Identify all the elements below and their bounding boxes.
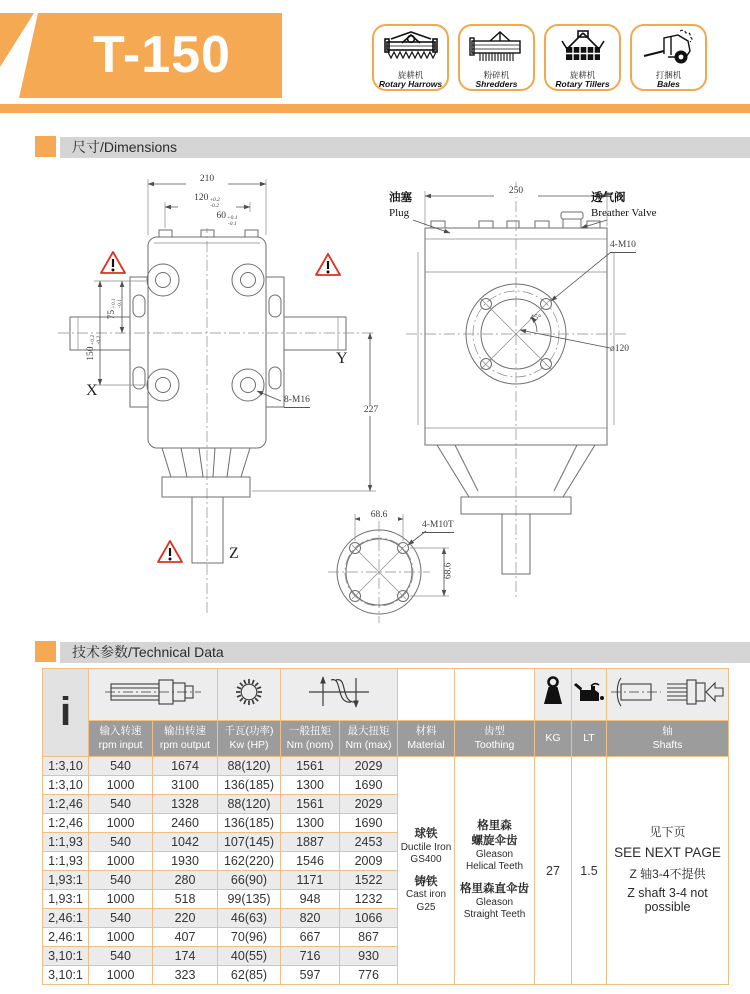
power-cell: 88(120): [218, 795, 281, 814]
col-material: 材料 Material: [398, 721, 455, 757]
torque-max-cell: 1066: [340, 909, 398, 928]
col-rpm-output: 输出转速 rpm output: [153, 721, 218, 757]
torque-nom-cell: 1300: [281, 776, 340, 795]
app-label-zh: 打捆机: [655, 70, 682, 80]
axis-label-x: X: [86, 382, 98, 399]
power-cell: 62(85): [218, 966, 281, 985]
col-torque-max: 最大扭矩 Nm (max): [340, 721, 398, 757]
warning-icon: [158, 541, 182, 562]
bales-icon: [640, 29, 698, 70]
section-square-technical: [35, 641, 56, 662]
rpm-output-cell: 407: [153, 928, 218, 947]
rpm-input-cell: 540: [89, 909, 153, 928]
col-shafts: 轴 Shafts: [607, 721, 729, 757]
dim-210: 210: [186, 175, 228, 185]
torque-nom-cell: 667: [281, 928, 340, 947]
power-cell: 162(220): [218, 852, 281, 871]
col-torque-nom: 一般扭矩 Nm (nom): [281, 721, 340, 757]
ratio-cell: 1:1,93: [43, 852, 89, 871]
shafts-note-cell: 见下页 SEE NEXT PAGE Z 轴3-4不提供 Z shaft 3-4 not possible: [607, 757, 729, 985]
torque-max-cell: 1522: [340, 871, 398, 890]
rpm-output-cell: 2460: [153, 814, 218, 833]
rpm-output-cell: 323: [153, 966, 218, 985]
ratio-cell: 1:2,46: [43, 795, 89, 814]
power-cell: 136(185): [218, 776, 281, 795]
power-cell: 99(135): [218, 890, 281, 909]
power-cell: 66(90): [218, 871, 281, 890]
warning-icon: [101, 252, 125, 273]
table-row: [43, 757, 729, 776]
input-output-shaft-icon: [89, 669, 218, 721]
torque-nom-cell: 1546: [281, 852, 340, 871]
rpm-input-cell: 540: [89, 871, 153, 890]
torque-nom-cell: 716: [281, 947, 340, 966]
torque-nom-cell: 1300: [281, 814, 340, 833]
rpm-output-cell: 1042: [153, 833, 218, 852]
weight-value-cell: 27: [535, 757, 572, 985]
toothing-cell: 格里森 螺旋伞齿 Gleason Helical Teeth 格里森直伞齿 Gleason Straight Teeth: [455, 757, 535, 985]
power-cell: 107(145): [218, 833, 281, 852]
angle-45-label: 45°: [530, 313, 542, 322]
col-power: 千瓦(功率) Kw (HP): [218, 721, 281, 757]
dim-150: 150 +0.2 -0.2: [86, 334, 102, 361]
rpm-output-cell: 220: [153, 909, 218, 928]
breather-label-en: Breather Valve: [591, 207, 657, 219]
breather-label-zh: 透气阀: [591, 192, 626, 204]
ratio-cell: 2,46:1: [43, 928, 89, 947]
section-title-technical: 技术参数/Technical Data: [60, 642, 750, 663]
app-label-zh: 旋耕机: [569, 70, 596, 80]
weight-icon: [535, 669, 572, 721]
rotary-harrows-icon: [382, 29, 440, 70]
table-subheader-row: [43, 721, 729, 757]
bolt-callout-4M10T: 4-M10T: [422, 521, 454, 533]
torque-nom-cell: 1887: [281, 833, 340, 852]
dim-60: 60 +0.1 -0.1: [200, 212, 254, 228]
torque-max-cell: 776: [340, 966, 398, 985]
torque-nom-cell: 948: [281, 890, 340, 909]
dim-250: 250: [494, 187, 538, 197]
rpm-input-cell: 540: [89, 795, 153, 814]
rpm-output-cell: 3100: [153, 776, 218, 795]
app-label-en: Shredders: [475, 79, 518, 90]
rpm-output-cell: 1930: [153, 852, 218, 871]
dim-120: 120 +0.2 -0.2: [178, 194, 236, 210]
power-cell: 70(96): [218, 928, 281, 947]
app-box-rotary-tillers: [544, 24, 621, 91]
shafts-icon: [607, 669, 729, 721]
rpm-output-cell: 1674: [153, 757, 218, 776]
app-label-zh: 旋耕机: [397, 70, 424, 80]
axis-label-z: Z: [229, 545, 239, 562]
rpm-input-cell: 540: [89, 833, 153, 852]
section-title-dimensions: 尺寸/Dimensions: [60, 137, 750, 158]
rpm-output-cell: 1328: [153, 795, 218, 814]
rpm-input-cell: 1000: [89, 852, 153, 871]
model-title: T-150: [93, 26, 231, 84]
rotary-tillers-icon: [554, 29, 612, 70]
bolt-callout-8M16: 8-M16: [284, 396, 310, 408]
material-cell: 球铁 Ductile Iron GS400 铸铁 Cast iron G25: [398, 757, 455, 985]
app-box-rotary-harrows: [372, 24, 449, 91]
dim-227: 227: [358, 406, 384, 416]
rpm-output-cell: 280: [153, 871, 218, 890]
app-label-zh: 粉碎机: [483, 70, 510, 80]
oil-icon: [572, 669, 607, 721]
torque-max-cell: 1690: [340, 814, 398, 833]
torque-max-cell: 930: [340, 947, 398, 966]
app-label-en: Rotary Tillers: [555, 79, 610, 90]
ratio-cell: 3,10:1: [43, 947, 89, 966]
rpm-input-cell: 1000: [89, 928, 153, 947]
warning-icon: [316, 254, 340, 275]
rpm-input-cell: 1000: [89, 776, 153, 795]
col-lt: LT: [572, 721, 607, 757]
flange-diameter-label: ø120: [610, 344, 629, 354]
gearbox-line-drawing: [0, 165, 750, 637]
rpm-input-cell: 540: [89, 947, 153, 966]
power-cell: 46(63): [218, 909, 281, 928]
technical-data-table: [42, 668, 729, 985]
ratio-cell: 1,93:1: [43, 871, 89, 890]
power-cell: 88(120): [218, 757, 281, 776]
torque-nom-cell: 1561: [281, 795, 340, 814]
ratio-cell: 1:3,10: [43, 757, 89, 776]
ratio-cell: 1:2,46: [43, 814, 89, 833]
rpm-input-cell: 540: [89, 757, 153, 776]
torque-nom-cell: 597: [281, 966, 340, 985]
torque-max-cell: 2029: [340, 757, 398, 776]
plug-label-en: Plug: [389, 207, 410, 219]
bolt-callout-4M10: 4-M10: [610, 241, 636, 253]
torque-max-cell: 1690: [340, 776, 398, 795]
axis-label-y: Y: [336, 350, 348, 367]
torque-max-cell: 2453: [340, 833, 398, 852]
dim-75: 75 +0.1 -0.1: [107, 298, 123, 320]
table-icon-row: [43, 669, 729, 721]
torque-max-cell: 2029: [340, 795, 398, 814]
torque-nom-cell: 1171: [281, 871, 340, 890]
app-box-bales: [630, 24, 707, 91]
power-cell: 40(55): [218, 947, 281, 966]
ratio-cell: 3,10:1: [43, 966, 89, 985]
ratio-symbol-cell: i: [43, 669, 89, 757]
ratio-cell: 1,93:1: [43, 890, 89, 909]
section-square-dimensions: [35, 136, 56, 157]
rpm-output-cell: 174: [153, 947, 218, 966]
col-toothing: 齿型 Toothing: [455, 721, 535, 757]
torque-nom-cell: 820: [281, 909, 340, 928]
col-kg: KG: [535, 721, 572, 757]
power-cell: 136(185): [218, 814, 281, 833]
material-icon-cell: [398, 669, 455, 721]
ratio-cell: 1:3,10: [43, 776, 89, 795]
ratio-cell: 1:1,93: [43, 833, 89, 852]
torque-max-cell: 867: [340, 928, 398, 947]
rpm-input-cell: 1000: [89, 966, 153, 985]
torque-max-cell: 2009: [340, 852, 398, 871]
power-gear-icon: [218, 669, 281, 721]
accent-divider-bar: [0, 104, 750, 113]
ratio-cell: 2,46:1: [43, 909, 89, 928]
col-rpm-input: 输入转速 rpm input: [89, 721, 153, 757]
rpm-input-cell: 1000: [89, 814, 153, 833]
torque-max-cell: 1232: [340, 890, 398, 909]
oil-value-cell: 1.5: [572, 757, 607, 985]
app-box-shredders: [458, 24, 535, 91]
dim-68-6-h: 68.6: [360, 511, 398, 521]
application-icons: [372, 24, 707, 91]
rpm-input-cell: 1000: [89, 890, 153, 909]
shredders-icon: [468, 29, 526, 70]
dim-68-6-v: 68.6: [443, 562, 454, 580]
app-label-en: Bales: [657, 79, 680, 90]
torque-icon: [281, 669, 398, 721]
dimensions-drawing: [0, 165, 750, 637]
rpm-output-cell: 518: [153, 890, 218, 909]
app-label-en: Rotary Harrows: [378, 79, 443, 90]
plug-label-zh: 油塞: [389, 192, 412, 204]
torque-nom-cell: 1561: [281, 757, 340, 776]
toothing-icon-cell: [455, 669, 535, 721]
